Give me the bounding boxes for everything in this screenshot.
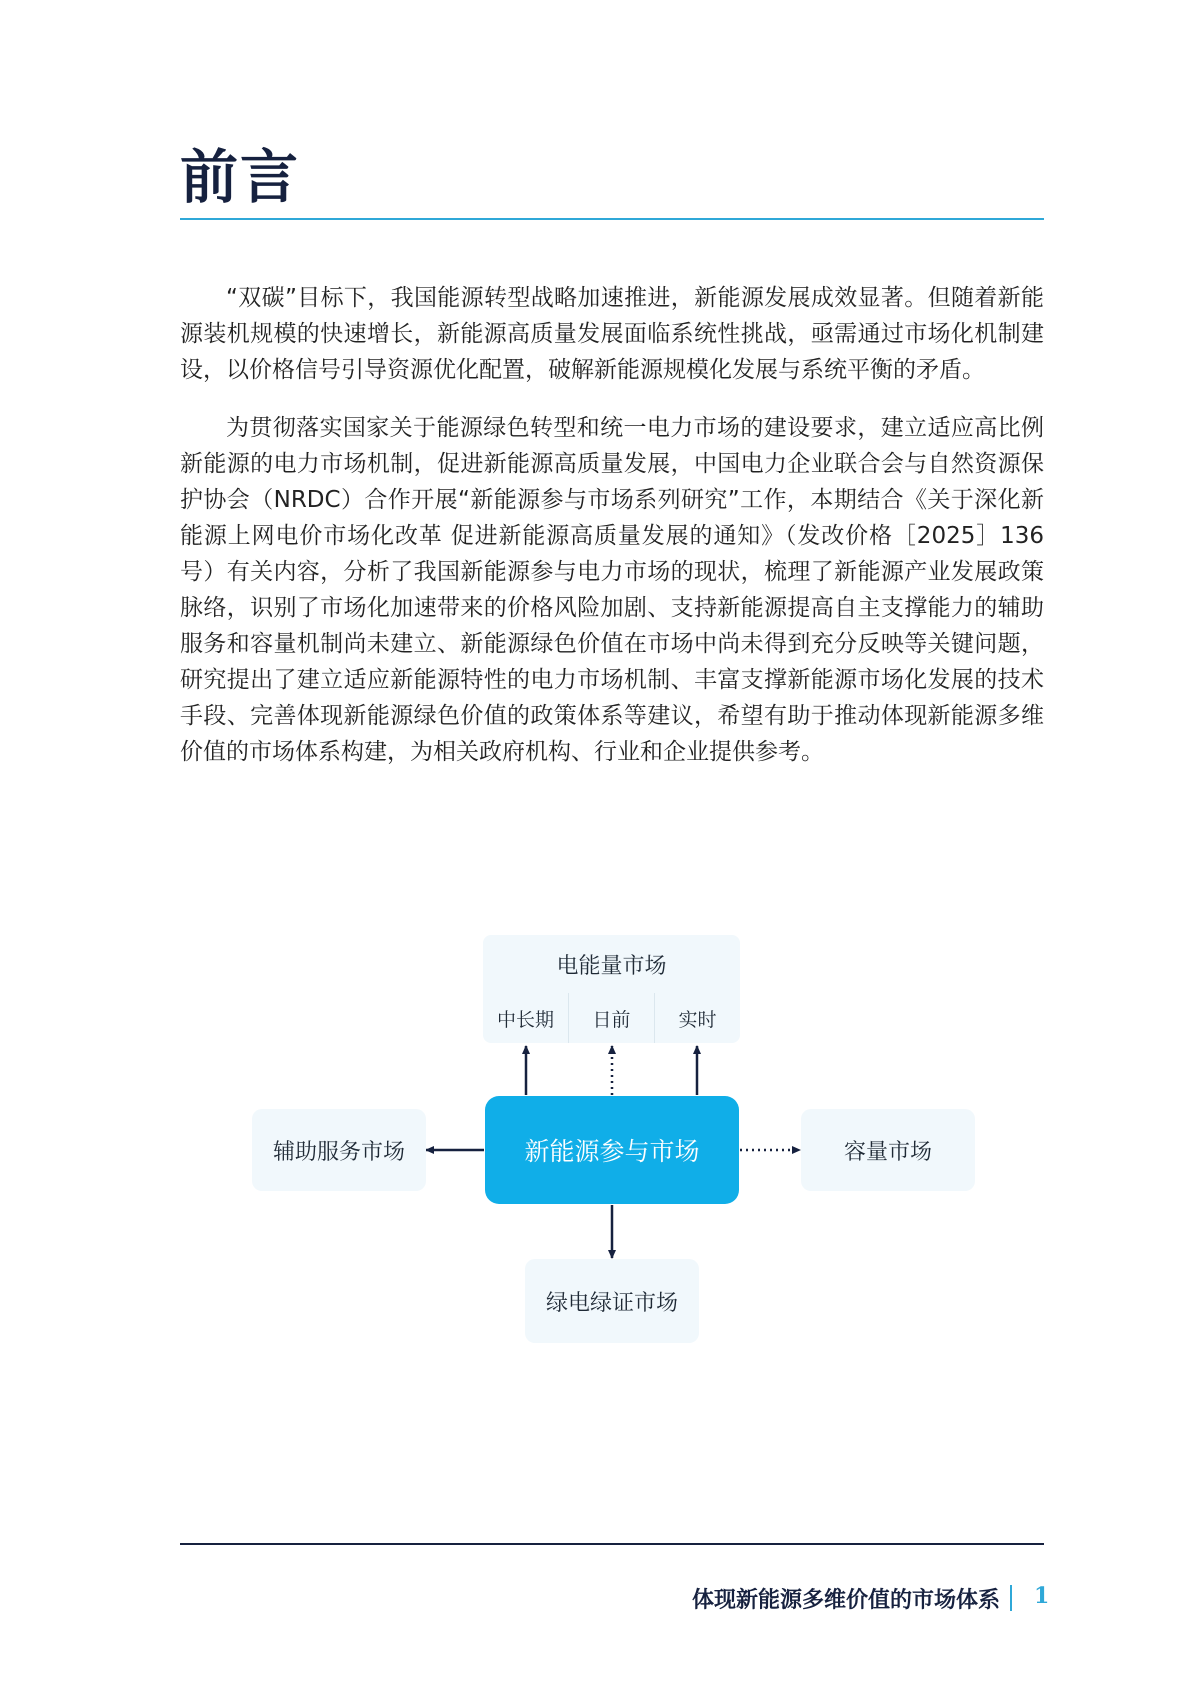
- energy-market-title: 电能量市场: [556, 954, 667, 979]
- footer-divider: [180, 1543, 1044, 1545]
- page-title: 前言: [180, 143, 301, 211]
- green-market-box: 绿电绿证市场: [525, 1259, 699, 1343]
- ancillary-market-box: 辅助服务市场: [252, 1109, 426, 1191]
- paragraph-1: “双碳”目标下，我国能源转型战略加速推进，新能源发展成效显著。但随着新能源装机规模的快速增长，新能源高质量发展面临系统性挑战，亟需通过市场化机制建设，以价格信号引导资源优化配置，破解新能源规模化发展与系统平衡的矛盾。: [180, 285, 1044, 383]
- energy-sub-long-term: 中长期: [496, 1008, 554, 1031]
- energy-sub-day-ahead: 日前: [592, 1008, 631, 1031]
- center-box-new-energy: 新能源参与市场: [485, 1096, 739, 1204]
- energy-market-box: [483, 935, 740, 1043]
- footer-title: 体现新能源多维价值的市场体系: [691, 1588, 1000, 1613]
- page-number: 1: [1034, 1583, 1050, 1609]
- paragraph-2: 为贯彻落实国家关于能源绿色转型和统一电力市场的建设要求，建立适应高比例新能源的电力市场机制，促进新能源高质量发展，中国电力企业联合会与自然资源保护协会（NRDC）合作开展“新能源参与市场系列研究”工作，本期结合《关于深化新能源上网电价市场化改革 促进新能源高质量发展的通知》（发改价格［2025］136号）有关内容，分析了我国新能源参与电力市场的现状，梳理了新能源产业发展政策脉络，识别了市场化加速带来的价格风险加剧、支持新能源提高自主支撑能力的辅助服务和容量机制尚未建立、新能源绿色价值在市场中尚未得到充分反映等关键问题，研究提出了建立适应新能源特性的电力市场机制、丰富支撑新能源市场化发展的技术手段、完善体现新能源绿色价值的政策体系等建议，希望有助于推动体现新能源多维价值的市场体系构建，为相关政府机构、行业和企业提供参考。: [180, 415, 1044, 765]
- capacity-market-box: 容量市场: [801, 1109, 975, 1191]
- energy-sub-real-time: 实时: [678, 1008, 717, 1031]
- footer-separator: [1010, 1585, 1012, 1611]
